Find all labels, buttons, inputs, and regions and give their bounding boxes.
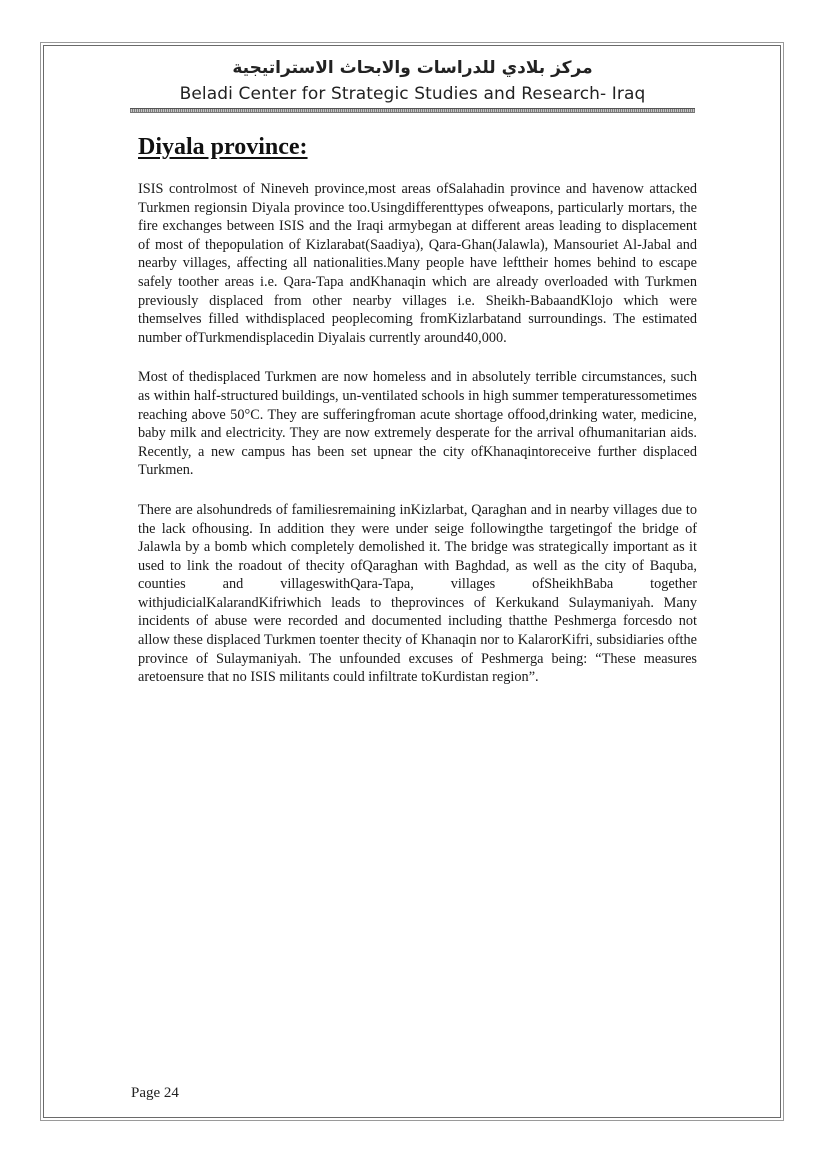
paragraph-conditions: Most of thedisplaced Turkmen are now homeless and in absolutely terrible circumstances, such as within half-structured buildings, un-ventilated schools in high summer temperaturessometimes reaching above 50°C. They are sufferingfroman acute shortage offood,drinking water, medicine, baby milk and electricity. They are now extremely desperate for the arrival ofhumanitarian aids. Recently, a new campus has been set upnear the city ofKhanaqintoreceive further displaced Turkmen. bbox=[138, 369, 697, 479]
header-arabic-title: مركز بلادي للدراسات والابحاث الاستراتيجية bbox=[232, 58, 593, 78]
document-body bbox=[138, 180, 697, 708]
header-divider bbox=[130, 108, 695, 113]
paragraph-displacement: ISIS controlmost of Nineveh province,most areas ofSalahadin province and havenow attacked Turkmen regionsin Diyala province too.Usingdifferenttypes ofweapons, particularly mortars, the fire exchanges between ISIS and the Iraqi armybegan at different areas leading to displacement of most of thepopulation of Kizlarabat(Saadiya), Qara-Ghan(Jalawla), Mansouriet Al-Jabal and nearby villages, affecting all nationalities.Many people have lefttheir homes behind to escape safely toother areas i.e. Qara-Tapa andKhanaqin which are already overloaded with Turkmen previously displaced from other nearby villages i.e. Sheikh-BabaandKlojo which were themselves filled withdisplaced peoplecoming fromKizlarbatand surroundings. The estimated number ofTurkmendisplacedin Diyalais currently around40,000. bbox=[138, 181, 697, 346]
paragraph-siege: There are alsohundreds of familiesremaining inKizlarbat, Qaraghan and in nearby villages due to the lack ofhousing. In addition they were under seige followingthe targetingof the bridge of Jalawla by a bomb which completely demolished it. The bridge was strategically important as it used to link the roadout of thecity ofQaraghan with Baghdad, as well as the city of Baquba, counties and villageswithQara-Tapa, villages ofSheikhBaba together withjudicialKalarandKifriwhich leads to theprovinces of Kerkukand Sulaymaniyah. Many incidents of abuse were recorded and documented including thatthe Peshmerga forcesdo not allow these displaced Turkmen toenter thecity of Khanaqin nor to KalarorKifri, subsidiaries ofthe province of Sulaymaniyah. The unfounded excuses of Peshmerga being: “These measures aretoensure that no ISIS militants could infiltrate toKurdistan region”. bbox=[138, 501, 697, 686]
header-english-title: Beladi Center for Strategic Studies and Research- Iraq bbox=[179, 84, 646, 104]
page-number: Page 24 bbox=[131, 1085, 179, 1101]
section-title: Diyala province: bbox=[138, 134, 308, 160]
